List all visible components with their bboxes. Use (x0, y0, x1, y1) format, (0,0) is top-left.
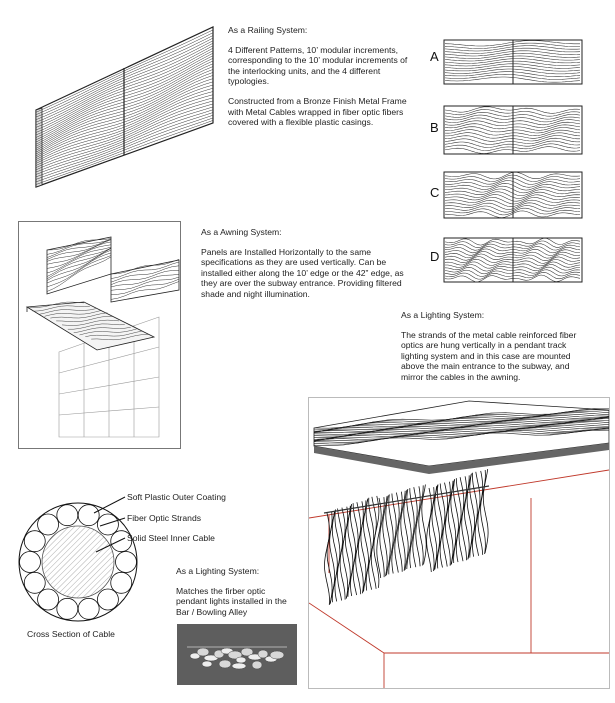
pattern-label-b: B (430, 120, 439, 135)
lighting2-heading: As a Lighting System: (176, 566, 260, 576)
awning-para: Panels are Installed Horizontally to the same specifications as they are used vertically. Can be installed either along the 10’ edge or the 42” edge, as they are over the subway entrance. Providing filtered shade and night illumination. (201, 246, 404, 299)
lighting-para: The strands of the metal cable reinforced fiber optics are hung vertically in a pendant track lighting system and in this case are mounted above the main entrance to the subway, and mirror the cables in the awning. (401, 329, 577, 382)
cable-caption: Cross Section of Cable (27, 629, 115, 639)
label-outer-coating: Soft Plastic Outer Coating (127, 492, 226, 502)
label-fiber-strands: Fiber Optic Strands (127, 513, 202, 523)
railing-panel-illustration (28, 15, 228, 190)
lighting-heading: As a Lighting System: (401, 310, 485, 320)
railing-heading: As a Railing System: (228, 25, 308, 35)
label-steel-cable: Solid Steel Inner Cable (127, 533, 215, 543)
pattern-panel-a (443, 38, 583, 86)
lighting-render-frame (308, 397, 610, 689)
lighting-description (401, 310, 591, 383)
pattern-panel-c (443, 170, 583, 220)
lighting2-description (176, 566, 296, 617)
awning-illustration-frame (18, 221, 181, 449)
pattern-panel-b (443, 104, 583, 156)
lighting2-para: Matches the firber optic pendant lights installed in the Bar / Bowling Alley (176, 585, 287, 617)
pattern-label-a: A (430, 49, 439, 64)
pattern-label-d: D (430, 249, 440, 264)
pattern-panel-d (443, 236, 583, 284)
pattern-label-c: C (430, 185, 440, 200)
awning-description (201, 227, 404, 300)
railing-description (228, 25, 413, 128)
railing-para-1: 4 Different Patterns, 10’ modular increments, corresponding to the 10’ modular increments of the interlocking units, and the 4 different typologies. (228, 44, 408, 87)
bar-lighting-photo (177, 624, 297, 685)
cable-leader-lines (80, 490, 130, 560)
railing-para-2: Constructed from a Bronze Finish Metal Frame with Metal Cables wrapped in fiber optic fibers covered with a flexible plastic casings. (228, 95, 407, 128)
awning-heading: As a Awning System: (201, 227, 282, 237)
